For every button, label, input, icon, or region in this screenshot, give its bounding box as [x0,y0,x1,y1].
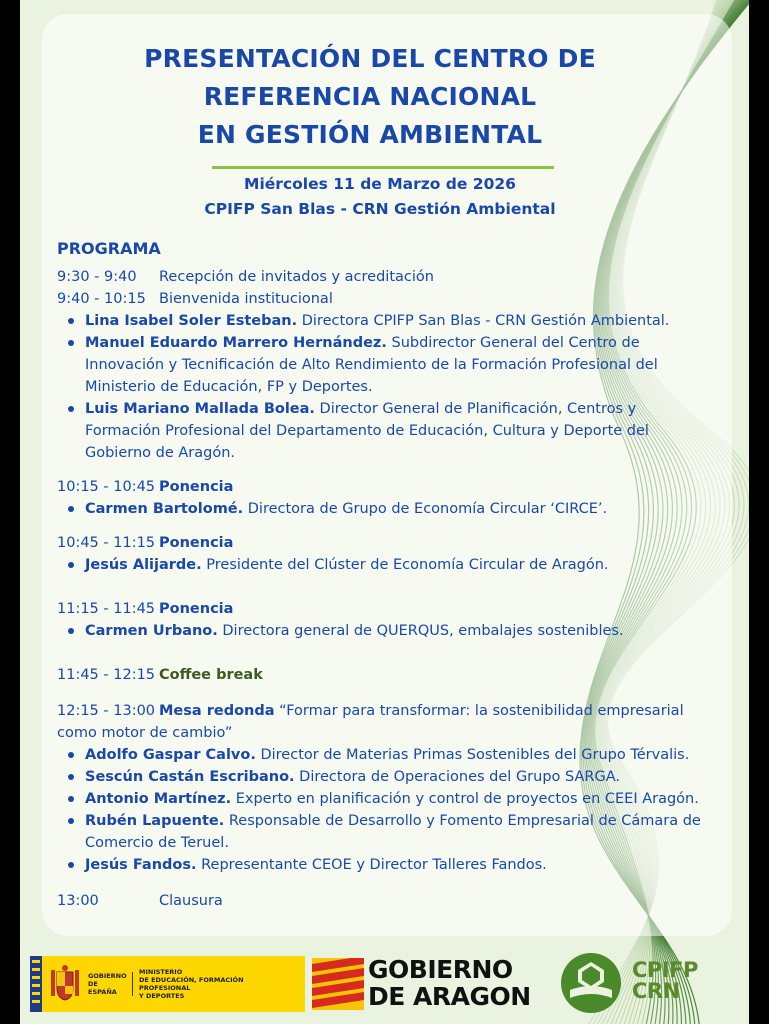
activity-label: Ponencia [159,479,234,495]
speaker-role: Directora de Grupo de Economía Circular ‘CIRCE’. [243,501,608,517]
ministry-right-text [133,968,289,1000]
ministry-right-line: Y DEPORTES [139,992,185,1000]
talk1-speaker-list [57,498,717,520]
activity-label: Ponencia [159,601,234,617]
round-table-topic: “Formar para transformar: la sostenibilidad empresarial [274,703,684,719]
cpifp-line: CRN [632,979,680,1003]
speaker-name: Antonio Martínez. [85,791,232,807]
speaker-role: Responsable de Desarrollo y Fomento Empresarial de Cámara de [224,813,701,829]
program-row-closing [57,890,717,912]
speaker-role: Formación Profesional del Departamento de Educación, Cultura y Deporte del [85,423,649,439]
talk2-speaker-list [57,554,717,576]
program-row-coffee [57,664,717,686]
speaker-item [85,398,717,464]
ministry-logo [30,956,305,1012]
speaker-name: Carmen Bartolomé. [85,501,244,517]
program-row-talk2 [57,532,717,554]
ministry-left-text [88,972,133,996]
ministry-left-line: DE ESPAÑA [88,980,117,996]
activity-label: Coffee break [159,667,263,683]
speaker-name: Manuel Eduardo Marrero Hernández. [85,335,387,351]
speaker-name: Lina Isabel Soler Esteban. [85,313,298,329]
sponsor-logos [20,940,749,1024]
speaker-role: Experto en planificación y control de proyectos en CEEI Aragón. [231,791,699,807]
speaker-role: Directora general de QUERQUS, embalajes sostenibles. [217,623,624,639]
speaker-name: Carmen Urbano. [85,623,218,639]
title-line: EN GESTIÓN AMBIENTAL [197,120,543,149]
coat-of-arms-icon [48,964,82,1004]
speaker-item [85,498,717,520]
poster [20,0,749,1024]
speaker-item [85,766,717,788]
activity-label: Bienvenida institucional [159,291,333,307]
speaker-item [85,788,717,810]
speaker-name: Sescún Castán Escribano. [85,769,295,785]
speaker-item [85,810,717,854]
speaker-role: Director General de Planificación, Centros y [314,401,637,417]
speaker-name: Jesús Fandos. [85,857,197,873]
time-slot: 13:00 [57,893,99,909]
program-heading: PROGRAMA [57,239,161,258]
welcome-speaker-list [57,310,717,464]
speaker-item [85,310,717,332]
speaker-item [85,620,717,642]
speaker-item [85,854,717,876]
speaker-role: Gobierno de Aragón. [85,445,236,461]
ministry-right-line: MINISTERIO [139,968,183,976]
time-slot: 11:15 - 11:45 [57,601,156,617]
speaker-name: Jesús Alijarde. [85,557,202,573]
round-table-label: Mesa redonda [159,703,275,719]
round-table-speaker-list [57,744,717,876]
program-row-talk1 [57,476,717,498]
title-line: PRESENTACIÓN DEL CENTRO DE [144,44,596,73]
aragon-line: GOBIERNO [368,955,513,984]
time-slot: 12:15 - 13:00 [57,703,156,719]
speaker-name: Rubén Lapuente. [85,813,225,829]
event-subtitle [100,172,660,222]
speaker-role: Director de Materias Primas Sostenibles del Grupo Térvalis. [255,747,690,763]
ministry-left-line: GOBIERNO [88,972,127,980]
speaker-role: Ministerio de Educación, FP y Deportes. [85,379,373,395]
gobierno-aragon-logo [310,950,550,1014]
aragon-flag-icon [312,958,364,1010]
activity-label: Clausura [159,893,223,909]
title-divider [212,166,554,169]
cpifp-wordmark [632,960,698,1002]
speaker-role: Subdirector General del Centro de [386,335,640,351]
speaker-name: Adolfo Gaspar Calvo. [85,747,256,763]
aragon-line: DE ARAGON [368,982,531,1011]
activity-label: Recepción de invitados y acreditación [159,269,434,285]
speaker-role: Representante CEOE y Director Talleres Fandos. [196,857,547,873]
round-table-topic: como motor de cambio” [57,725,233,741]
program-row-round-table [57,700,717,722]
speaker-item [85,332,717,398]
page-title [60,40,680,154]
time-slot: 11:45 - 12:15 [57,667,156,683]
program [57,238,717,912]
speaker-name: Luis Mariano Mallada Bolea. [85,401,315,417]
speaker-role: Comercio de Teruel. [85,835,229,851]
cpifp-crn-logo [560,950,745,1016]
speaker-role: Directora CPIFP San Blas - CRN Gestión Ambiental. [297,313,670,329]
program-row-welcome [57,288,717,310]
leaf-book-icon [560,952,622,1014]
program-row-talk3 [57,598,717,620]
eu-flag-strip [30,956,42,1012]
ministry-right-line: DE EDUCACIÓN, FORMACIÓN PROFESIONAL [139,976,244,992]
activity-label [159,700,684,722]
talk3-speaker-list [57,620,717,642]
time-slot: 10:45 - 11:15 [57,535,156,551]
event-venue: CPIFP San Blas - CRN Gestión Ambiental [204,200,556,218]
time-slot: 9:30 - 9:40 [57,269,137,285]
speaker-item [85,554,717,576]
speaker-role: Presidente del Clúster de Economía Circular de Aragón. [201,557,609,573]
time-slot: 9:40 - 10:15 [57,291,146,307]
activity-label: Ponencia [159,535,234,551]
aragon-wordmark [368,956,531,1010]
time-slot: 10:15 - 10:45 [57,479,156,495]
title-line: REFERENCIA NACIONAL [203,82,537,111]
program-row-reception [57,266,717,288]
speaker-role: Innovación y Tecnificación de Alto Rendimiento de la Formación Profesional del [85,357,658,373]
cpifp-line: CPIFP [632,958,698,982]
event-date: Miércoles 11 de Marzo de 2026 [244,175,516,193]
speaker-role: Directora de Operaciones del Grupo SARGA. [294,769,620,785]
speaker-item [85,744,717,766]
